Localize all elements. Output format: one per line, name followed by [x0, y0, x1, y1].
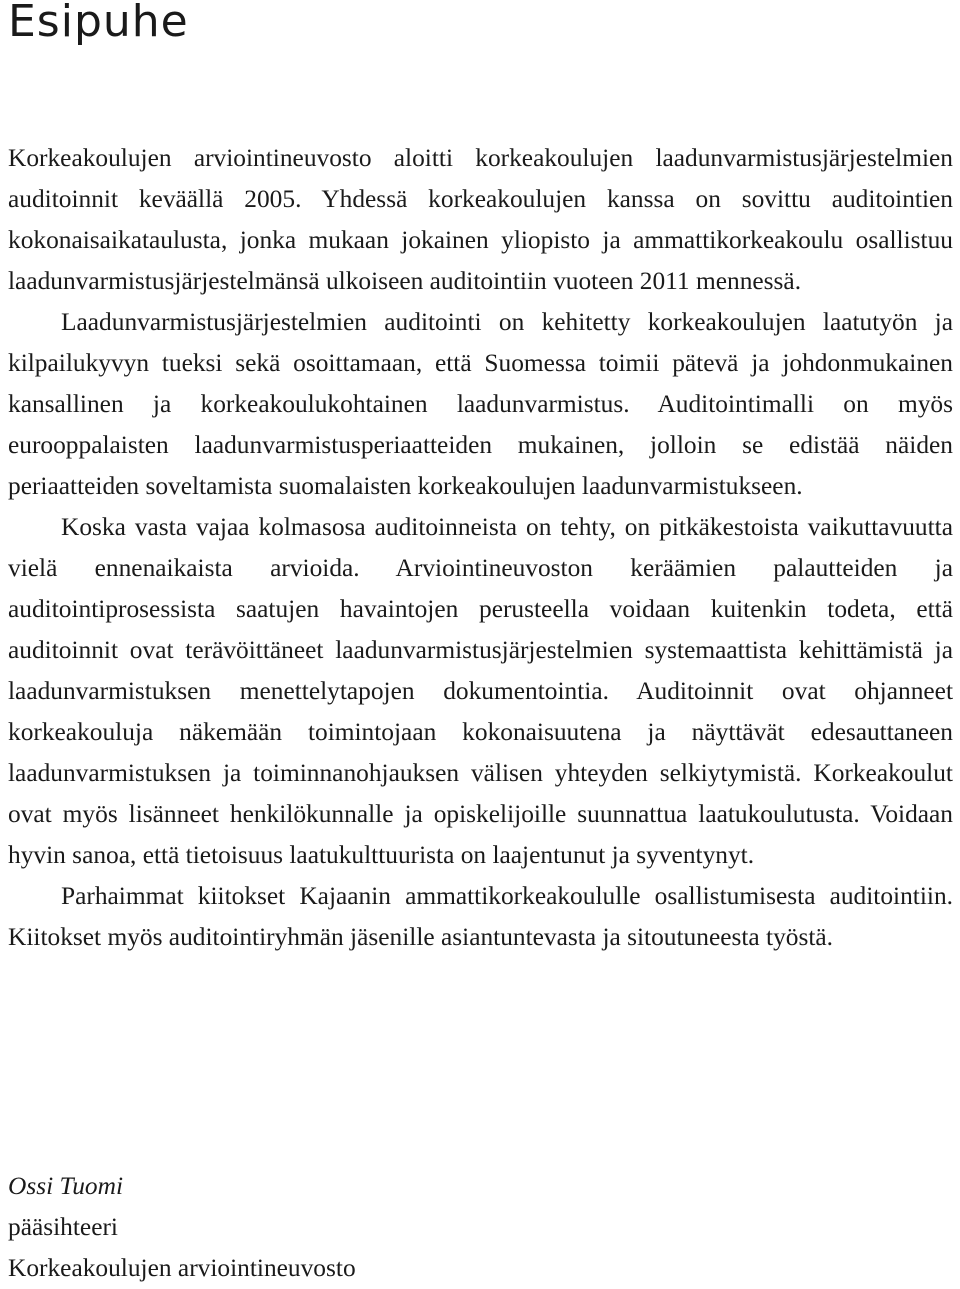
signature-role: pääsihteeri — [8, 1213, 118, 1241]
signature-block — [8, 1166, 356, 1289]
paragraph-1: Korkeakoulujen arviointineuvosto aloitti korkeakoulujen laadunvarmistusjärjestelmien auditoinnit keväällä 2005. Yhdessä korkeakoulujen kanssa on sovittu auditointien kokonaisaikataulusta, jonka mukaan jokainen yliopisto ja ammattikorkeakoulu osallistuu laadunvarmistusjärjestelmänsä ulkoiseen auditointiin vuoteen 2011 mennessä. — [8, 144, 953, 295]
paragraph-4: Parhaimmat kiitokset Kajaanin ammattikorkeakoululle osallistumisesta auditointiin. Kiitokset myös auditointiryhmän jäsenille asiantuntevasta ja sitoutuneesta työstä. — [8, 882, 953, 951]
signature-name: Ossi Tuomi — [8, 1172, 124, 1200]
page — [8, 0, 953, 1282]
page-title: Esipuhe — [8, 0, 189, 47]
preface-body — [8, 138, 953, 958]
paragraph-2: Laadunvarmistusjärjestelmien auditointi on kehitetty korkeakoulujen laatutyön ja kilpailukyvyn tueksi sekä osoittamaan, että Suomessa toimii pätevä ja johdonmukainen kansallinen ja korkeakoulukohtainen laadunvarmistus. Auditointimalli on myös eurooppalaisten laadunvarmistusperiaatteiden mukainen, jolloin se edistää näiden periaatteiden soveltamista suomalaisten korkeakoulujen laadunvarmistukseen. — [8, 308, 953, 500]
paragraph-3: Koska vasta vajaa kolmasosa auditoinneista on tehty, on pitkäkestoista vaikuttavuutta vielä ennenaikaista arvioida. Arviointineuvoston keräämien palautteiden ja auditointiprosessista saatujen havaintojen perusteella voidaan kuitenkin todeta, että auditoinnit ovat terävöittäneet laadunvarmistusjärjestelmien systemaattista kehittämistä ja laadunvarmistuksen menettelytapojen dokumentointia. Auditoinnit ovat ohjanneet korkeakouluja näkemään toimintojaan kokonaisuutena ja näyttävät edesauttaneen laadunvarmistuksen ja toiminnanohjauksen välisen yhteyden selkiytymistä. Korkeakoulut ovat myös lisänneet henkilökunnalle ja opiskelijoille suunnattua laatukoulutusta. Voidaan hyvin sanoa, että tietoisuus laatukulttuurista on laajentunut ja syventynyt. — [8, 513, 953, 869]
signature-organization: Korkeakoulujen arviointineuvosto — [8, 1254, 356, 1282]
